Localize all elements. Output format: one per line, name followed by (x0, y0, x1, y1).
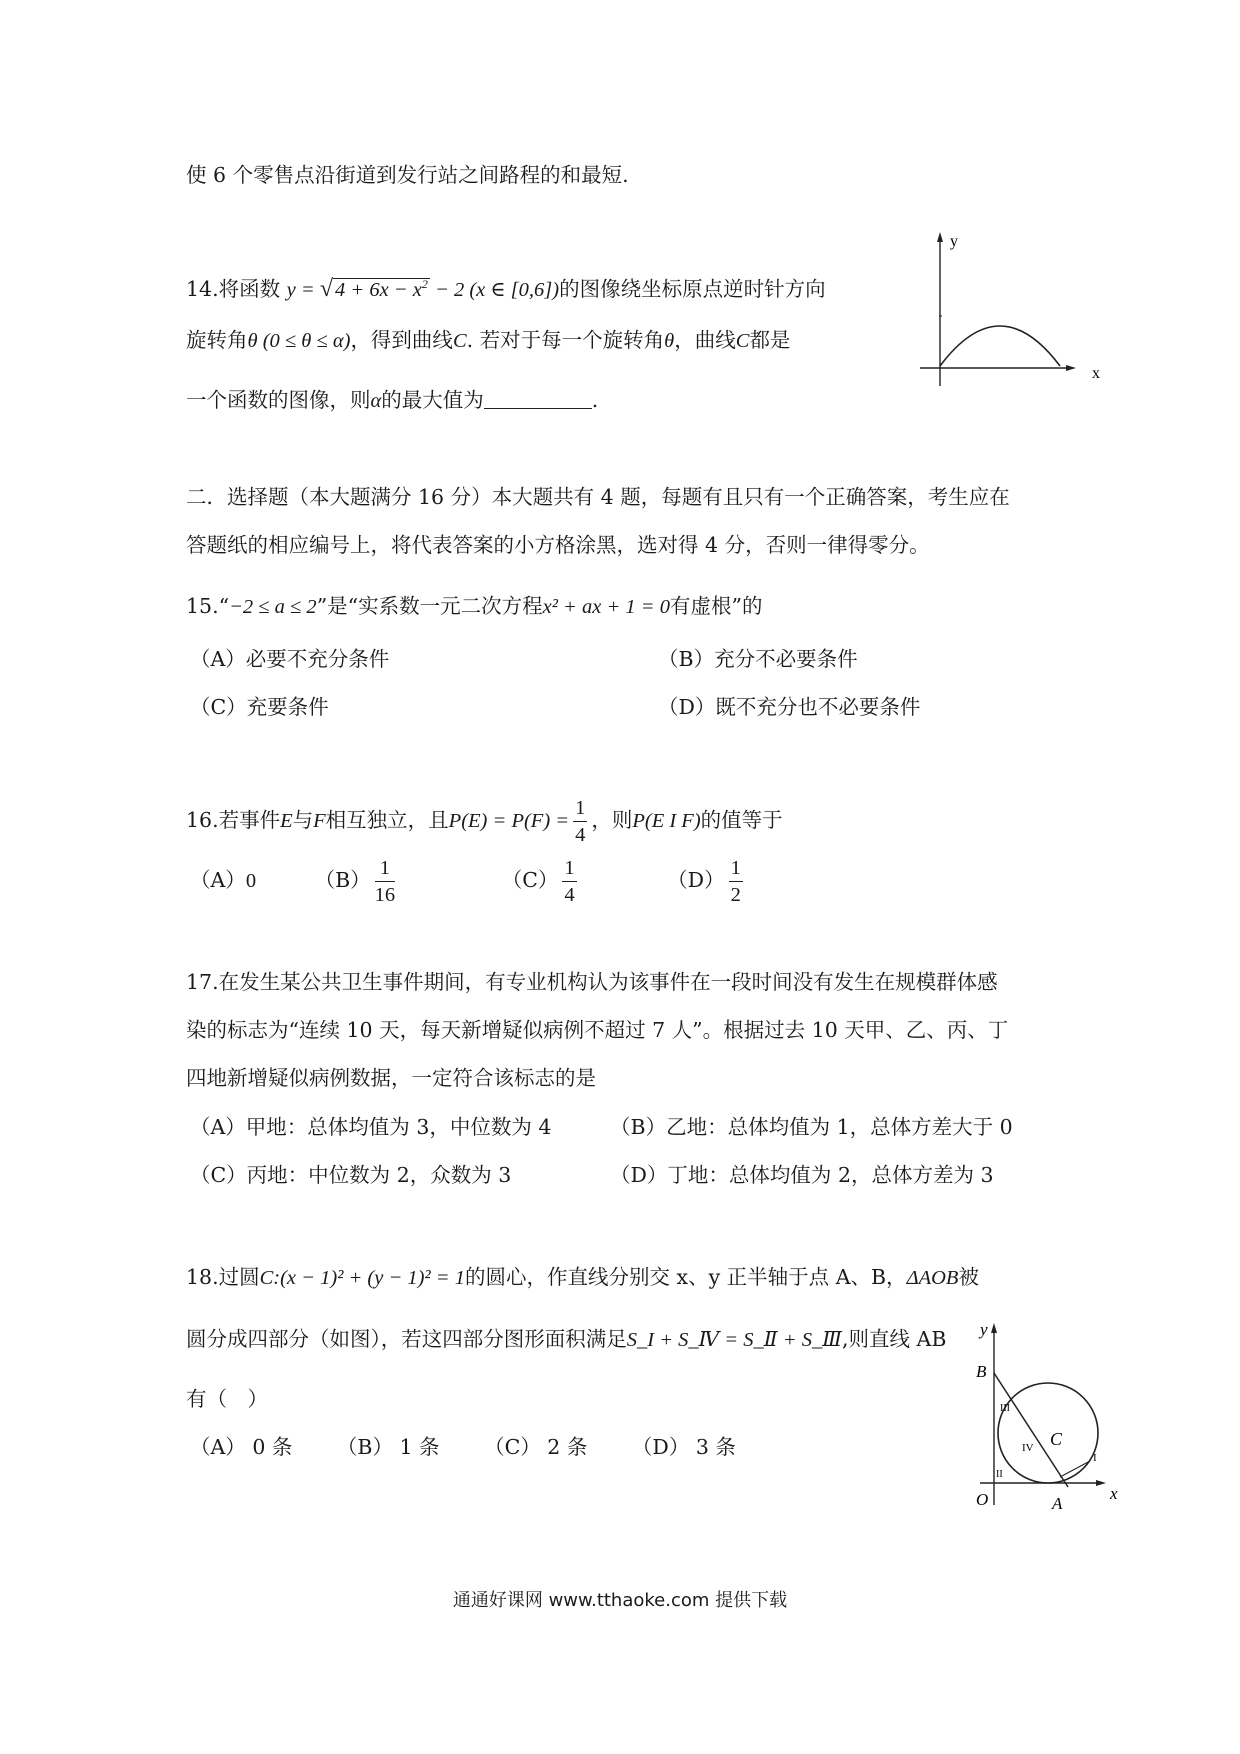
q14-line3: 一个函数的图像，则α的最大值为 . (186, 388, 599, 412)
y-label: y (950, 233, 958, 250)
y-arrow-icon (991, 1323, 997, 1333)
q15-stem: 15.“−2 ≤ a ≤ 2”是“实系数一元二次方程x² + ax + 1 = 0有虚根”的 (186, 594, 763, 618)
q18-figure (950, 1315, 1130, 1525)
fraction: $\frac{1}{4}$ (575, 797, 586, 846)
fig-b-label: B (976, 1362, 987, 1381)
q18-option-a: （A） 0 条 (190, 1435, 293, 1459)
q14-line2: 旋转角θ (0 ≤ θ ≤ α)，得到曲线C. 若对于每一个旋转角θ，曲线C都是 (186, 328, 791, 352)
q17-line2: 染的标志为“连续 10 天，每天新增疑似病例不超过 7 人”。根据过去 10 天甲、乙、丙、丁 (186, 1018, 1009, 1042)
x-label: x (1092, 365, 1100, 382)
q14-graph (910, 226, 1120, 396)
q16-option-c: （C） $\frac{1}{4}$ (501, 857, 575, 906)
q16-option-a: （A）0 (190, 868, 257, 892)
fig-region-4: IV (1022, 1442, 1034, 1454)
y-arrow-icon (937, 232, 943, 242)
q17-option-d: （D）丁地：总体均值为 2，总体方差为 3 (610, 1163, 994, 1187)
q18-options (190, 1432, 736, 1462)
fig-y-label: y (980, 1320, 988, 1339)
fig-region-1: I (1093, 1452, 1097, 1464)
q17-option-b: （B）乙地：总体均值为 1，总体方差大于 0 (610, 1115, 1013, 1139)
q16-stem: 16.若事件E与F相互独立，且P(E) = P(F) = $\frac{1}{4}$ ，则P(E I F)的值等于 (186, 797, 783, 846)
q18-option-c: （C） 2 条 (484, 1435, 588, 1459)
q14-number: 14. (186, 276, 219, 301)
intro-text: 使 6 个零售点沿街道到发行站之间路程的和最短. (186, 163, 629, 187)
q15-option-a: （A）必要不充分条件 (190, 647, 390, 671)
q18-line2: 圆分成四部分（如图），若这四部分图形面积满足S_I + S_Ⅳ = S_Ⅱ + S_Ⅲ,则直线 AB (186, 1327, 947, 1351)
x-arrow-icon (1096, 1480, 1106, 1486)
q18-option-b: （B） 1 条 (336, 1435, 440, 1459)
q17-line3: 四地新增疑似病例数据，一定符合该标志的是 (186, 1066, 596, 1090)
fig-a-label: A (1052, 1494, 1063, 1513)
fig-o-label: O (976, 1490, 989, 1509)
q17-option-c: （C）丙地：中位数为 2，众数为 3 (190, 1163, 512, 1187)
q16-option-d: （D） $\frac{1}{2}$ (667, 857, 741, 906)
q15-option-b: （B）充分不必要条件 (658, 647, 858, 671)
footer: 通通好课网 www.tthaoke.com 提供下载 (452, 1590, 788, 1611)
section2-line1: 二．选择题（本大题满分 16 分）本大题共有 4 题，每题有且只有一个正确答案，考生应在 (186, 485, 1010, 509)
section2-line2: 答题纸的相应编号上，将代表答案的小方格涂黑，选对得 4 分，否则一律得零分。 (186, 533, 930, 557)
q15-option-c: （C）充要条件 (190, 695, 329, 719)
fig-c-label: C (1050, 1429, 1063, 1449)
x-arrow-icon (1066, 365, 1076, 371)
q16-option-b: （B） $\frac{1}{16}$ (314, 857, 396, 906)
q18-option-d: （D） 3 条 (631, 1435, 736, 1459)
q17-line1: 17.在发生某公共卫生事件期间，有专业机构认为该事件在一段时间没有发生在规模群体感 (186, 970, 998, 994)
q18-line1: 18.过圆C:(x − 1)² + (y − 1)² = 1的圆心，作直线分别交 x、y 正半轴于点 A、B，ΔAOB被 (186, 1265, 979, 1289)
q16-options (190, 850, 747, 911)
fig-region-3: III (1000, 1403, 1010, 1414)
fig-region-2: II (996, 1469, 1003, 1480)
q14-line1: 14.将函数 $y = √4 + 6x - x^2 - 2$ (x ∈ [0,6])的图像绕坐标原点逆时针方向 (186, 275, 826, 302)
q18-line3: 有（ ） (186, 1387, 268, 1411)
q14-function: $y = √4 + 6x - x^2 - 2$ (x ∈ [0,6]) (286, 275, 560, 302)
q17-option-a: （A）甲地：总体均值为 3，中位数为 4 (190, 1115, 552, 1139)
circle-c (998, 1383, 1098, 1483)
arc-curve (940, 326, 1060, 366)
q15-option-d: （D）既不充分也不必要条件 (658, 695, 921, 719)
fig-x-label: x (1110, 1484, 1118, 1503)
answer-blank (484, 388, 592, 409)
